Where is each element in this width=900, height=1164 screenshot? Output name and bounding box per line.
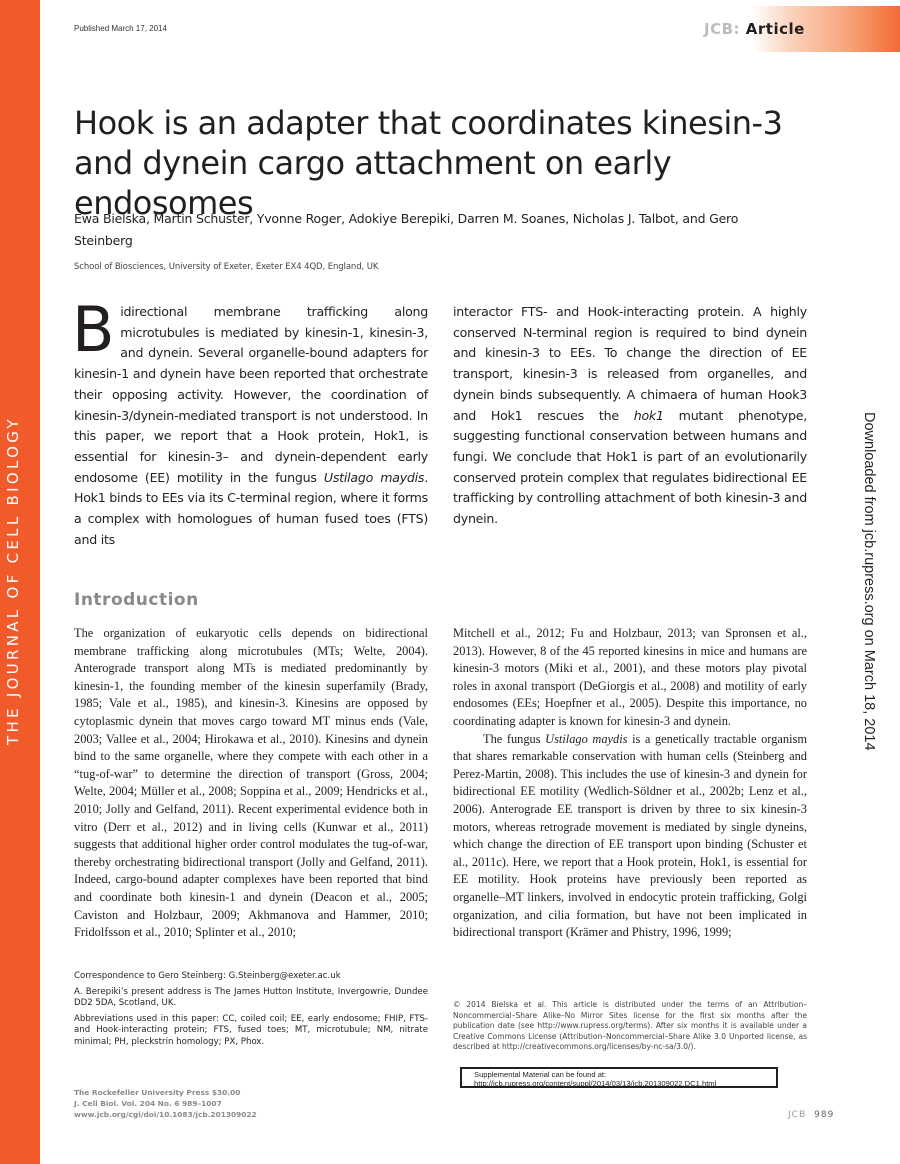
paragraph bbox=[453, 731, 807, 942]
paragraph: Mitchell et al., 2012; Fu and Holzbaur, 2013; van Spronsen et al., 2013). However, 8 of the 45 reported kinesins in mice and humans are kinesin-3 motors (Miki et al., 2001), and these motors play pivotal roles in axonal transport (DeGiorgis et al., 2008) and motility of early endosomes (EEs; Hoepfner et al., 2005). Despite this importance, no coordinating adapter is known for kinesin-3 and dynein. bbox=[453, 626, 807, 728]
paragraph-text: The fungus bbox=[483, 731, 546, 746]
supplemental-link[interactable]: http://jcb.rupress.org/content/suppl/2014/03/13/jcb.201309022.DC1.html bbox=[474, 1079, 717, 1088]
citation-line: J. Cell Biol. Vol. 204 No. 6 989–1007 bbox=[74, 1099, 222, 1109]
journal-name: THE JOURNAL OF CELL BIOLOGY bbox=[4, 416, 22, 745]
dropcap: B bbox=[72, 293, 115, 366]
species-name: Ustilago maydis bbox=[545, 731, 628, 746]
press-line: The Rockefeller University Press $30.00 bbox=[74, 1088, 241, 1097]
journal-sidebar bbox=[0, 0, 40, 1164]
affiliation: School of Biosciences, University of Exeter, Exeter EX4 4QD, England, UK bbox=[74, 262, 379, 272]
species-name: Ustilago maydis bbox=[323, 469, 425, 485]
page-footer bbox=[788, 1110, 834, 1120]
download-watermark: Downloaded from jcb.rupress.org on March 18, 2014 bbox=[861, 412, 877, 751]
published-date: Published March 17, 2014 bbox=[74, 24, 167, 33]
abstract-text: idirectional membrane trafficking along microtubules is mediated by kinesin-1, kinesin-3, and dynein. Several organelle-bound adapters for kinesin-1 and dynein have been reported that orchestrate their opposing activity. However, the coordination of kinesin-3/dynein-mediated transport is not understood. In this paper, we report that a Hook protein, Hok1, is essential for kinesin-3– and dynein-dependent early endosome (EE) motility in the fungus bbox=[74, 304, 428, 485]
abstract-left-column bbox=[72, 293, 428, 550]
section-heading-introduction: Introduction bbox=[74, 590, 199, 610]
intro-right-column bbox=[453, 625, 807, 942]
article-title: Hook is an adapter that coordinates kinesin-3 and dynein cargo attachment on early endosomes bbox=[74, 104, 783, 222]
paragraph: The organization of eukaryotic cells depends on bidirectional membrane trafficking along microtubules (MTs; Welte, 2004). Anterograde transport along MTs is mediated predominantly by kinesin-1, the founding member of the kinesin superfamily (Brady, 1985; Vale et al., 1985), and kinesin-3. Kinesins are opposed by cytoplasmic dynein that moves cargo toward MT minus ends (Vale, 2003; Vallee et al., 2004; Hirokawa et al., 2010). Kinesins and dynein bind to the same organelle, where they compete with each other in a “tug-of-war” to determine the direction of transport (Gross, 2004; Welte, 2004; Müller et al., 2008; Soppina et al., 2009; Hendricks et al., 2010; Jolly and Gelfand, 2011). Recent experimental evidence both in vitro (Derr et al., 2012) and in living cells (Kunwar et al., 2011) suggests that additional higher order control modulates the tug-of-war, thereby orchestrating bidirectional transport (Jolly and Gelfand, 2011). Indeed, cargo-bound adapter complexes have been reported that bind and coordinate both kinesin-1 and dynein (Deacon et al., 2005; Caviston and Holzbaur, 2009; Akhmanova and Hammer, 2010; Fridolfsson et al., 2010; Splinter et al., 2010; bbox=[74, 626, 428, 940]
license-text: © 2014 Bielska et al. This article is distributed under the terms of an Attribution–Noncommercial–Share Alike–No Mirror Sites license for the first six months after the publication date (see http://www.rupress.org/terms). After six months it is available under a Creative Commons License (Attribution–Noncommercial–Share Alike 3.0 Unported license, as described at http://creativecommons.org/licenses/by-nc-sa/3.0/). bbox=[453, 1000, 807, 1052]
footnotes bbox=[74, 971, 428, 1052]
abstract-text: . Hok1 binds to EEs via its C-terminal region, where it forms a complex with homologues of human fused toes (FTS) and its bbox=[74, 469, 428, 547]
abstract-text: interactor FTS- and Hook-interacting protein. A highly conserved N-terminal region is required to bind dynein and kinesin-3 to EEs. To change the direction of EE transport, kinesin-3 is released from organelles, and dynein binds subsequently. A chimaera of human Hook3 and Hok1 rescues the bbox=[453, 304, 807, 423]
page-number: 989 bbox=[814, 1110, 835, 1120]
logo-label: Article bbox=[745, 20, 805, 38]
gene-name: hok1 bbox=[633, 407, 664, 423]
logo-prefix: JCB: bbox=[704, 20, 741, 38]
author-list: Ewa Bielska, Martin Schuster, Yvonne Roger, Adokiye Berepiki, Darren M. Soanes, Nicholas J. Talbot, and Gero Steinberg bbox=[74, 211, 739, 248]
press-info bbox=[74, 1087, 257, 1121]
correspondence: Correspondence to Gero Steinberg: G.Steinberg@exeter.ac.uk bbox=[74, 971, 341, 981]
paragraph-text: is a genetically tractable organism that shares remarkable conservation with human cells (Steinberg and Perez-Martin, 2008). This includes the use of kinesin-3 and dynein for bidirectional EE motility (Wedlich-Söldner et al., 2002b; Lenz et al., 2006). Anterograde EE transport is driven by three to six kinesin-3 motors, whereas retrograde movement is mediated by single dyneins, which change the direction of EE transport upon binding (Schuster et al., 2011c). Here, we report that a Hook protein, Hok1, is essential for EE motility. Hook proteins have previously been reported as organelle–MT linkers, involved in endocytic protein trafficking, Golgi organization, and cilia formation, but have not been implicated in bidirectional transport (Krämer and Phistry, 1996, 1999; bbox=[453, 731, 807, 940]
doi-link[interactable]: www.jcb.org/cgi/doi/10.1083/jcb.201309022 bbox=[74, 1110, 257, 1120]
jcb-logo bbox=[704, 20, 805, 38]
present-address: A. Berepiki’s present address is The James Hutton Institute, Invergowrie, Dundee DD2 5DA, Scotland, UK. bbox=[74, 986, 428, 1008]
intro-left-column bbox=[74, 625, 428, 942]
supplemental-material-box bbox=[460, 1067, 778, 1088]
footer-journal: JCB bbox=[788, 1110, 807, 1120]
abstract-right-column bbox=[453, 302, 807, 530]
supplemental-label: Supplemental Material can be found at: bbox=[474, 1070, 607, 1079]
abstract-text: mutant phenotype, suggesting functional conservation between humans and fungi. We conclude that Hok1 is part of an evolutionarily conserved protein complex that regulates bidirectional EE trafficking by controlling attachment of both kinesin-3 and dynein. bbox=[453, 407, 807, 527]
abbreviations: Abbreviations used in this paper: CC, coiled coil; EE, early endosome; FHIP, FTS- and Hook-interacting protein; FTS, fused toes; MT, microtubule; NM, nitrate minimal; PH, pleckstrin homology; PX, Phox. bbox=[74, 1013, 428, 1047]
